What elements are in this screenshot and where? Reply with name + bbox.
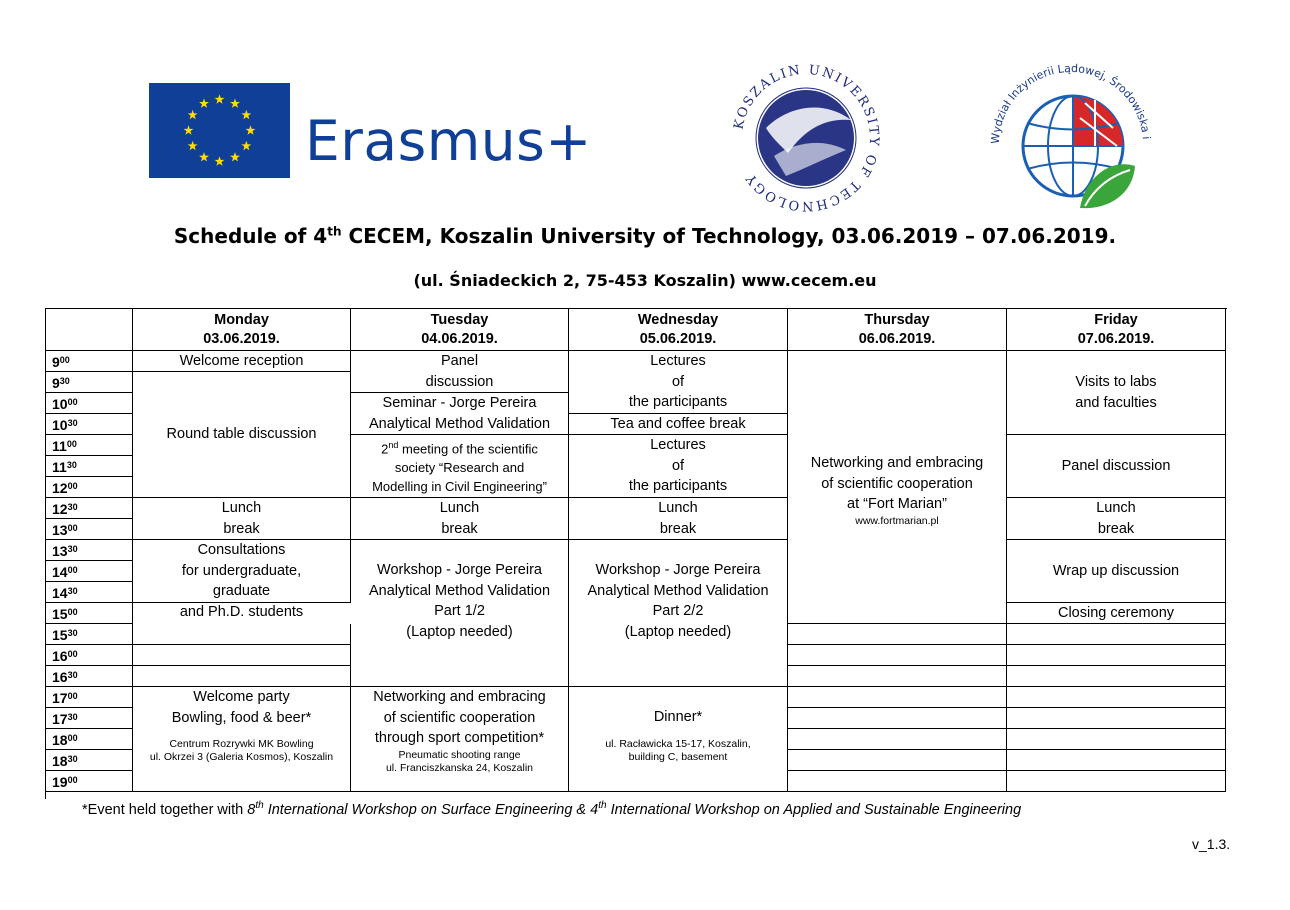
time-slot: $14^{00}$: [46, 561, 133, 582]
eu-star-icon: [199, 98, 209, 107]
day-header-wednesday: Wednesday 05.06.2019.: [569, 309, 788, 351]
event-seminar: Seminar - Jorge Pereira Analytical Method Validation: [351, 393, 569, 435]
empty-cell: [1007, 750, 1226, 771]
empty-cell: [788, 729, 1007, 750]
event-closing-ceremony: Closing ceremony: [1007, 603, 1226, 624]
empty-cell: [788, 687, 1007, 708]
time-slot: $13^{30}$: [46, 540, 133, 561]
eu-star-icon: [184, 125, 194, 134]
day-header-friday: Friday 07.06.2019.: [1007, 309, 1226, 351]
faculty-logo: [985, 58, 1157, 230]
eu-star-icon: [188, 141, 198, 150]
eu-stars-icon: [149, 83, 290, 178]
empty-cell: [788, 771, 1007, 792]
empty-cell: [1007, 666, 1226, 687]
empty-cell: [1007, 624, 1226, 645]
footnote: *Event held together with 8th International Workshop on Surface Engineering & 4th International Workshop on Applied and Sustainable Engineering: [82, 800, 1022, 818]
event-panel-friday: Panel discussion: [1007, 435, 1226, 498]
event-wrap-up: Wrap up discussion: [1007, 540, 1226, 603]
empty-cell: [788, 750, 1007, 771]
time-slot: $12^{00}$: [46, 477, 133, 498]
time-slot: $12^{30}$: [46, 498, 133, 519]
time-slot: $18^{00}$: [46, 729, 133, 750]
page-title: Schedule of 4th CECEM, Koszalin University of Technology, 03.06.2019 – 07.06.2019.: [173, 224, 1117, 248]
eu-flag-logo: [149, 83, 290, 178]
eu-star-icon: [199, 152, 209, 161]
event-lectures-2: Lectures of the participants: [569, 435, 788, 498]
corner-cell: [46, 309, 133, 351]
event-sport-networking: Networking and embracing of scientific cooperation through sport competition* Pneumatic shooting range ul. Franciszkanska 24, Koszalin: [351, 687, 569, 792]
ku-ring-text: KOSZALIN UNIVERSITY OF TECHNOLOGY: [731, 62, 882, 214]
eu-star-icon: [188, 110, 198, 119]
time-slot: $18^{30}$: [46, 750, 133, 771]
time-slot: $17^{00}$: [46, 687, 133, 708]
event-dinner: Dinner* ul. Racławicka 15-17, Koszalin, building C, basement: [569, 687, 788, 792]
time-slot: $16^{30}$: [46, 666, 133, 687]
empty-cell: [133, 666, 351, 687]
time-slot: $11^{30}$: [46, 456, 133, 477]
time-slot: $15^{30}$: [46, 624, 133, 645]
eu-star-icon: [246, 125, 256, 134]
event-consultations: Consultations for undergraduate, graduate and Ph.D. students: [133, 540, 351, 603]
empty-cell: [788, 666, 1007, 687]
time-slot: $9^{00}$: [46, 351, 133, 372]
event-lab-visits: Visits to labs and faculties: [1007, 351, 1226, 435]
event-lunch-monday: Lunch break: [133, 498, 351, 540]
event-welcome-party: Welcome party Bowling, food & beer* Centrum Rozrywki MK Bowling ul. Okrzei 3 (Galeria Kosmos), Koszalin: [133, 687, 351, 792]
time-slot: $17^{30}$: [46, 708, 133, 729]
day-header-tuesday: Tuesday 04.06.2019.: [351, 309, 569, 351]
time-slot: $19^{00}$: [46, 771, 133, 792]
eu-star-icon: [241, 110, 251, 119]
empty-cell: [1007, 687, 1226, 708]
empty-cell: [133, 645, 351, 666]
event-lectures-1: Lectures of the participants: [569, 351, 788, 414]
eu-star-icon: [230, 152, 240, 161]
faculty-ring-text: Wydział Inżynierii Lądowej, Środowiska i: [988, 61, 1153, 145]
event-round-table: Round table discussion: [133, 372, 351, 498]
event-scientific-meeting: 2nd meeting of the scientific society “Research and Modelling in Civil Engineering”: [351, 435, 569, 498]
empty-cell: [788, 624, 1007, 645]
time-slot: $16^{00}$: [46, 645, 133, 666]
event-fort-marian: Networking and embracing of scientific cooperation at “Fort Marian” www.fortmarian.pl: [788, 351, 1007, 624]
time-slot: $11^{00}$: [46, 435, 133, 456]
empty-cell: [133, 624, 351, 645]
empty-cell: [1007, 729, 1226, 750]
eu-star-icon: [215, 94, 225, 103]
time-slot: $10^{30}$: [46, 414, 133, 435]
event-lunch-friday: Lunch break: [1007, 498, 1226, 540]
erasmus-plus-wordmark: Erasmus+: [305, 109, 592, 173]
day-header-thursday: Thursday 06.06.2019.: [788, 309, 1007, 351]
koszalin-university-logo: [726, 58, 886, 218]
day-header-monday: Monday 03.06.2019.: [133, 309, 351, 351]
empty-cell: [1007, 645, 1226, 666]
eu-star-icon: [230, 98, 240, 107]
event-lunch-tuesday: Lunch break: [351, 498, 569, 540]
time-slot: $9^{30}$: [46, 372, 133, 393]
eu-star-icon: [215, 156, 225, 165]
empty-cell: [1007, 771, 1226, 792]
empty-cell: [1007, 708, 1226, 729]
event-lunch-wednesday: Lunch break: [569, 498, 788, 540]
event-coffee-break: Tea and coffee break: [569, 414, 788, 435]
event-welcome-reception: Welcome reception: [133, 351, 351, 372]
empty-cell: [788, 708, 1007, 729]
eu-star-icon: [241, 141, 251, 150]
page-subtitle: (ul. Śniadeckich 2, 75-453 Koszalin) www.cecem.eu: [413, 271, 877, 290]
schedule-table: [45, 308, 1227, 799]
event-panel-tuesday: Panel discussion: [351, 351, 569, 393]
empty-cell: [788, 645, 1007, 666]
event-workshop-part2: Workshop - Jorge Pereira Analytical Method Validation Part 2/2 (Laptop needed): [569, 540, 788, 687]
time-slot: $15^{00}$: [46, 603, 133, 624]
time-slot: $10^{00}$: [46, 393, 133, 414]
time-slot: $14^{30}$: [46, 582, 133, 603]
time-slot: $13^{00}$: [46, 519, 133, 540]
event-workshop-part1: Workshop - Jorge Pereira Analytical Method Validation Part 1/2 (Laptop needed): [351, 540, 569, 687]
version-label: v_1.3.: [1192, 836, 1231, 852]
